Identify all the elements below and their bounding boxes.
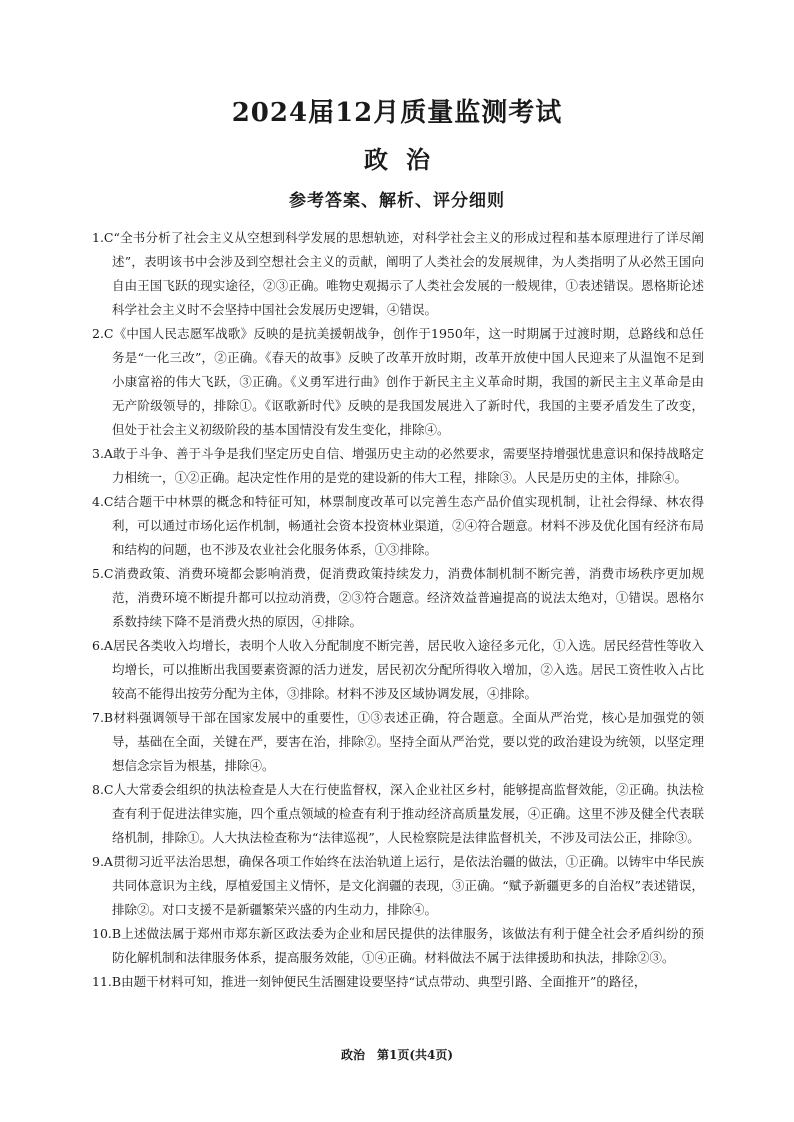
answer-item-4 bbox=[92, 490, 704, 562]
answer-label: 7.B bbox=[92, 710, 114, 725]
answer-label: 5.C bbox=[92, 566, 114, 581]
answer-label: 6.A bbox=[92, 638, 113, 653]
answer-text: 《中国人民志愿军战歌》反映的是抗美援朝战争，创作于1950年，这一时期属于过渡时期，总路线和总任务是“一化三改”，②正确。《春天的故事》反映了改革开放时期，改革开放使中国人民迎来了从温饱不足到小康富裕的伟大飞跃，③正确。《义勇军进行曲》创作于新民主主义革命时期，我国的新民主主义革命是由无产阶级领导的，排除①。《讴歌新时代》反映的是我国发展进入了新时代，我国的主要矛盾发生了改变，但处于社会主义初级阶段的基本国情没有发生变化，排除④。 bbox=[112, 326, 704, 437]
answer-item-2 bbox=[92, 322, 704, 442]
answer-label: 8.C bbox=[92, 782, 114, 797]
answer-item-7 bbox=[92, 706, 704, 778]
answer-item-3 bbox=[92, 442, 704, 490]
subject-heading: 政治 bbox=[364, 145, 448, 174]
answer-text: 贯彻习近平法治思想，确保各项工作始终在法治轨道上运行，是依法治疆的做法，①正确。以铸牢中华民族共同体意识为主线，厚植爱国主义情怀，是文化润疆的表现，③正确。“赋予新疆更多的自治权”表述错误，排除②。对口支援不是新疆繁荣兴盛的内生动力，排除④。 bbox=[112, 854, 704, 917]
answer-key-subtitle: 参考答案、解析、评分细则 bbox=[289, 191, 505, 211]
answer-text: 结合题干中林票的概念和特征可知，林票制度改革可以完善生态产品价值实现机制，让社会得绿、林农得利，可以通过市场化运作机制，畅通社会资本投资林业渠道，②④符合题意。材料不涉及优化国有经济布局和结构的问题，也不涉及农业社会化服务体系，①③排除。 bbox=[112, 494, 704, 557]
answer-label: 11.B bbox=[92, 974, 122, 989]
answer-label: 9.A bbox=[92, 854, 113, 869]
answer-text: 由题干材料可知，推进一刻钟便民生活圈建设要坚持“试点带动、典型引路、全面推开”的路径， bbox=[121, 974, 647, 989]
answer-label: 3.A bbox=[92, 446, 113, 461]
answer-label: 1.C bbox=[92, 230, 114, 245]
answer-item-6 bbox=[92, 634, 704, 706]
answer-item-10 bbox=[92, 922, 704, 970]
answer-label: 2.C bbox=[92, 326, 114, 341]
answer-text: “全书分析了社会主义从空想到科学发展的思想轨迹，对科学社会主义的形成过程和基本原理进行了详尽阐述”，表明该书中会涉及到空想社会主义的贡献，阐明了人类社会的发展规律，为人类指明了从必然王国向自由王国飞跃的现实途径，②③正确。唯物史观揭示了人类社会发展的一般规律，①表述错误。恩格斯论述科学社会主义时不会坚持中国社会发展历史逻辑，④错误。 bbox=[112, 230, 704, 317]
answer-text: 上述做法属于郑州市郑东新区政法委为企业和居民提供的法律服务，该做法有利于健全社会矛盾纠纷的预防化解机制和法律服务体系，提高服务效能，①④正确。材料做法不属于法律援助和执法，排除②③。 bbox=[112, 926, 704, 965]
exam-title: 2024届12月质量监测考试 bbox=[231, 98, 563, 128]
page-footer: 政治 第1页(共4页) bbox=[340, 1048, 454, 1062]
answer-label: 4.C bbox=[92, 494, 114, 509]
answer-text: 敢于斗争、善于斗争是我们坚定历史自信、增强历史主动的必然要求，需要坚持增强忧患意识和保持战略定力相统一，①②正确。起决定性作用的是党的建设新的伟大工程，排除③。人民是历史的主体，排除④。 bbox=[112, 446, 704, 485]
answer-item-8 bbox=[92, 778, 704, 850]
answer-item-11 bbox=[92, 970, 704, 994]
answer-text: 消费政策、消费环境都会影响消费，促消费政策持续发力，消费体制机制不断完善，消费市场秩序更加规范，消费环境不断提升都可以拉动消费，②③符合题意。经济效益普遍提高的说法太绝对，①错误。恩格尔系数持续下降不是消费火热的原因，④排除。 bbox=[112, 566, 704, 629]
answer-item-5 bbox=[92, 562, 704, 634]
answer-text: 材料强调领导干部在国家发展中的重要性，①③表述正确，符合题意。全面从严治党，核心是加强党的领导，基础在全面，关键在严，要害在治，排除②。坚持全面从严治党，要以党的政治建设为统领，以坚定理想信念宗旨为根基，排除④。 bbox=[112, 710, 704, 773]
answer-label: 10.B bbox=[92, 926, 122, 941]
answer-list bbox=[92, 226, 704, 994]
answer-text: 人大常委会组织的执法检查是人大在行使监督权，深入企业社区乡村，能够提高监督效能，②正确。执法检查有利于促进法律实施，四个重点领域的检查有利于推动经济高质量发展，④正确。这里不涉及健全代表联络机制，排除①。人大执法检查称为“法律巡视”，人民检察院是法律监督机关，不涉及司法公正，排除③。 bbox=[112, 782, 704, 845]
answer-item-1 bbox=[92, 226, 704, 322]
answer-item-9 bbox=[92, 850, 704, 922]
answer-text: 居民各类收入均增长，表明个人收入分配制度不断完善，居民收入途径多元化，①入选。居民经营性等收入均增长，可以推断出我国要素资源的活力迸发，居民初次分配所得收入增加，②入选。居民工资性收入占比较高不能得出按劳分配为主体，③排除。材料不涉及区域协调发展，④排除。 bbox=[112, 638, 704, 701]
